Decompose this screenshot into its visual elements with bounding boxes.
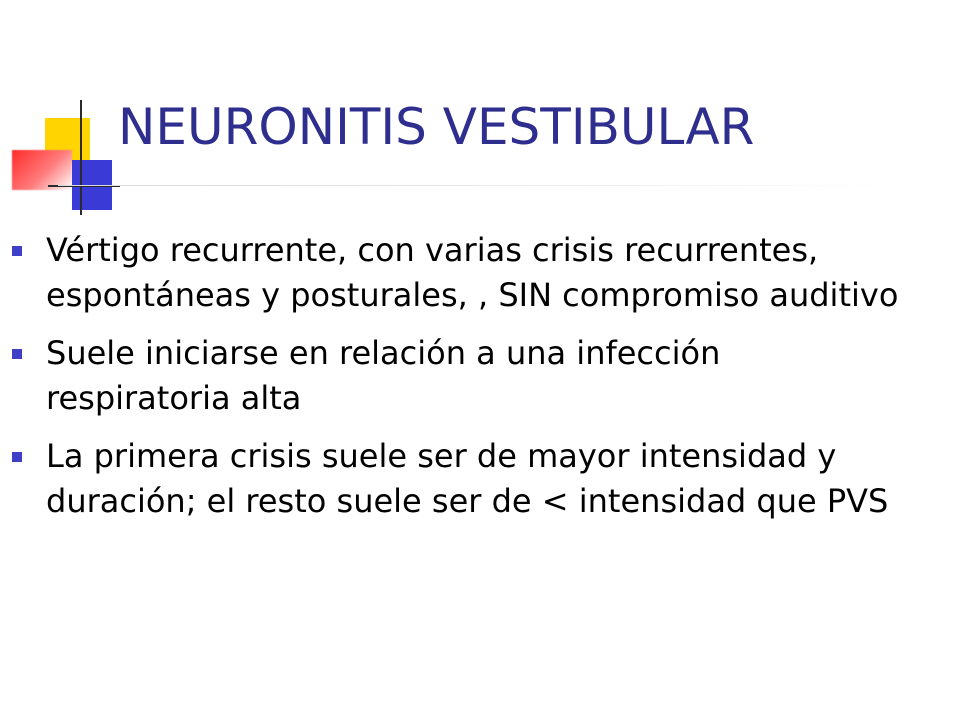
logo-vertical-line <box>80 100 82 215</box>
bullet-square-icon <box>12 452 22 462</box>
slide-title: NEURONITIS VESTIBULAR <box>118 98 755 156</box>
bullet-item <box>10 331 910 421</box>
bullet-text: Vértigo recurrente, con varias crisis recurrentes, espontáneas y posturales, , SIN compromiso auditivo <box>46 231 899 314</box>
bullet-item <box>10 434 910 524</box>
bullet-text: La primera crisis suele ser de mayor intensidad y duración; el resto suele ser de < intensidad que PVS <box>46 437 889 520</box>
logo-red-square <box>12 150 72 190</box>
bullet-list <box>10 228 910 537</box>
bullet-square-icon <box>12 246 22 256</box>
bullet-item <box>10 228 910 318</box>
bullet-text: Suele iniciarse en relación a una infección respiratoria alta <box>46 334 721 417</box>
logo-squares-icon <box>10 100 120 215</box>
bullet-square-icon <box>12 349 22 359</box>
title-divider <box>58 185 898 186</box>
